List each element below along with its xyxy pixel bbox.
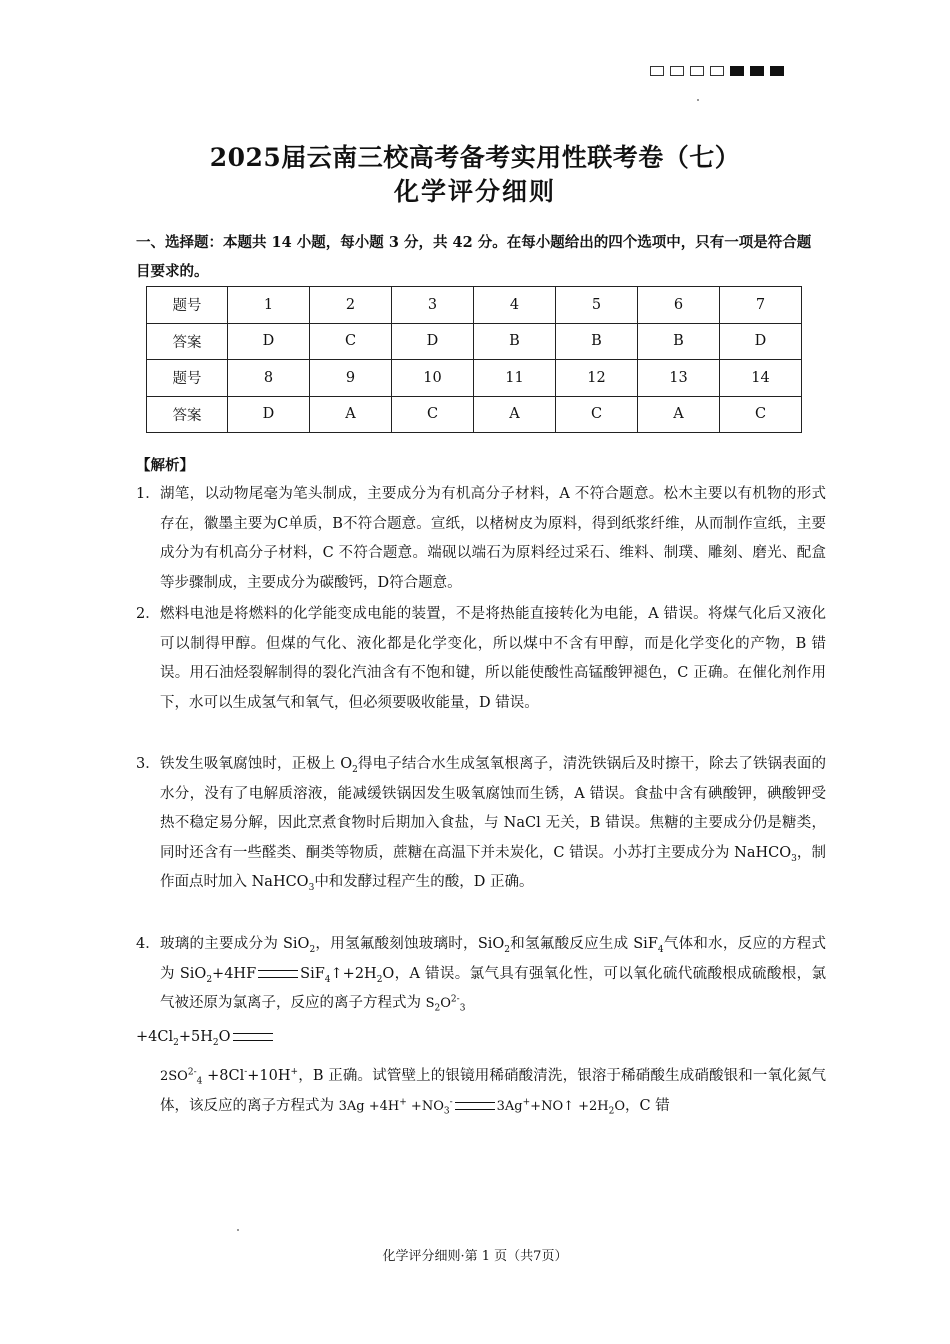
answer-table: [146, 286, 802, 433]
item-number: 3．: [136, 756, 160, 772]
table-cell: A: [474, 396, 556, 433]
row-label: 题号: [147, 287, 228, 324]
row-label: 答案: [147, 323, 228, 360]
table-cell: 5: [556, 287, 638, 324]
table-cell: 4: [474, 287, 556, 324]
corner-mark-filled: [770, 66, 784, 76]
formula-silver-reaction: $3Ag +4H^+ +NO_3^-$ 3Ag++NO↑ $+2H_2O$: [338, 1097, 626, 1117]
table-cell: 14: [720, 360, 802, 397]
corner-mark-open: [650, 66, 664, 76]
table-cell: 11: [474, 360, 556, 397]
table-row: [147, 323, 802, 360]
item-text: 玻璃的主要成分为 SiO$_2$，用氢氟酸刻蚀玻璃时，SiO$_2$和氢氟酸反应生成 SiF$_4$气体和水，反应的方程式为 SiO$_2$+4HF $SiF_4↑+2H_2O$，A 错误。氯气具有强氧化性，可以氧化硫代硫酸根成硫酸根，氯气被还原为氯离子，反应的离子方程式为 $S_2O^{2-}_3$: [160, 936, 826, 1014]
table-cell: B: [474, 323, 556, 360]
corner-mark-open: [670, 66, 684, 76]
formula-so4: $2SO^{2-}_4$: [160, 1067, 203, 1087]
corner-marks: [650, 66, 784, 76]
table-row: [147, 396, 802, 433]
table-cell: 13: [638, 360, 720, 397]
corner-mark-open: [710, 66, 724, 76]
table-cell: 9: [310, 360, 392, 397]
analysis-item-3: [136, 750, 826, 898]
equals-sign: [258, 970, 298, 978]
table-cell: C: [720, 396, 802, 433]
analysis-heading: 【解析】: [136, 457, 194, 474]
item-text: 铁发生吸氧腐蚀时，正极上 $O_2$得电子结合水生成氢氧根离子，清洗铁锅后及时擦干，除去了铁锅表面的水分，没有了电解质溶液，能减缓铁锅因发生吸氧腐蚀而生锈，A 错误。食盐中含有碘酸钾，碘酸钾受热不稳定易分解，因此烹煮食物时后期加入食盐，与 NaCl 无关，B 错误。焦糖的主要成分仍是糖类，同时还含有一些醛类、酮类等物质，蔗糖在高温下并未炭化，C 错误。小苏打主要成分为 NaHCO$_3$，制作面点时加入 NaHCO$_3$中和发酵过程产生的酸，D 正确。: [160, 756, 827, 893]
formula-s2o3: $S_2O^{2-}_3$: [425, 994, 466, 1014]
table-cell: 7: [720, 287, 802, 324]
table-cell: D: [392, 323, 474, 360]
row-label: 答案: [147, 396, 228, 433]
table-cell: A: [310, 396, 392, 433]
table-row: [147, 360, 802, 397]
corner-mark-open: [690, 66, 704, 76]
table-cell: 10: [392, 360, 474, 397]
table-cell: B: [556, 323, 638, 360]
analysis-item-1: [136, 480, 826, 598]
item-number: 1．: [136, 486, 160, 502]
table-cell: 8: [228, 360, 310, 397]
analysis-item-2: [136, 600, 826, 718]
analysis-item-4: [136, 930, 826, 1121]
table-row: [147, 287, 802, 324]
item-text: $2SO^{2-}_4 +8Cl^-+10H^+$，B 正确。试管壁上的银镜用稀硝酸清洗，银溶于稀硝酸生成硝酸银和一氧化氮气体，该反应的离子方程式为 $3Ag +4H^+ +NO_3^-$ 3Ag++NO↑ $+2H_2O$，C 错: [160, 1067, 827, 1117]
table-cell: D: [228, 323, 310, 360]
table-cell: B: [638, 323, 720, 360]
table-cell: 1: [228, 287, 310, 324]
item-number: 2．: [136, 606, 160, 622]
speck: [697, 99, 699, 101]
table-cell: 12: [556, 360, 638, 397]
row-label: 题号: [147, 360, 228, 397]
table-cell: D: [228, 396, 310, 433]
speck: [237, 1229, 239, 1231]
item-text: 燃料电池是将燃料的化学能变成电能的装置，不是将热能直接转化为电能，A 错误。将煤气化后又液化可以制得甲醇。但煤的气化、液化都是化学变化，所以煤中不含有甲醇，而是化学变化的产物，B 错误。用石油烃裂解制得的裂化汽油含有不饱和键，所以能使酸性高锰酸钾褪色，C 正确。在催化剂作用下，水可以生成氢气和氧气，但必须要吸收能量，D 错误。: [160, 606, 826, 711]
equals-sign: [233, 1033, 273, 1041]
section-heading: 一、选择题：本题共 14 小题，每小题 3 分，共 42 分。在每小题给出的四个选项中，只有一项是符合题目要求的。: [136, 234, 812, 280]
table-cell: D: [720, 323, 802, 360]
item-text: $+4Cl_2+5H_2O$: [136, 1023, 826, 1053]
corner-mark-filled: [730, 66, 744, 76]
equals-sign: [455, 1102, 495, 1110]
item-number: 4．: [136, 936, 160, 952]
table-cell: 6: [638, 287, 720, 324]
page-title: 2025届云南三校高考备考实用性联考卷（七）: [209, 143, 741, 172]
table-cell: 3: [392, 287, 474, 324]
table-cell: 2: [310, 287, 392, 324]
page-subtitle: 化学评分细则: [393, 177, 556, 206]
table-cell: A: [638, 396, 720, 433]
table-cell: C: [556, 396, 638, 433]
item-text: 湖笔，以动物尾毫为笔头制成，主要成分为有机高分子材料，A 不符合题意。松木主要以有机物的形式存在，徽墨主要为C单质，B不符合题意。宣纸，以楮树皮为原料，得到纸浆纤维，从而制作宣纸，主要成分为有机高分子材料，C 不符合题意。端砚以端石为原料经过采石、维料、制璞、雕刻、磨光、配盒等步骤制成，主要成分为碳酸钙，D符合题意。: [160, 486, 826, 591]
table-cell: C: [392, 396, 474, 433]
corner-mark-filled: [750, 66, 764, 76]
table-cell: C: [310, 323, 392, 360]
page-footer: 化学评分细则·第 1 页（共7页）: [382, 1249, 568, 1264]
